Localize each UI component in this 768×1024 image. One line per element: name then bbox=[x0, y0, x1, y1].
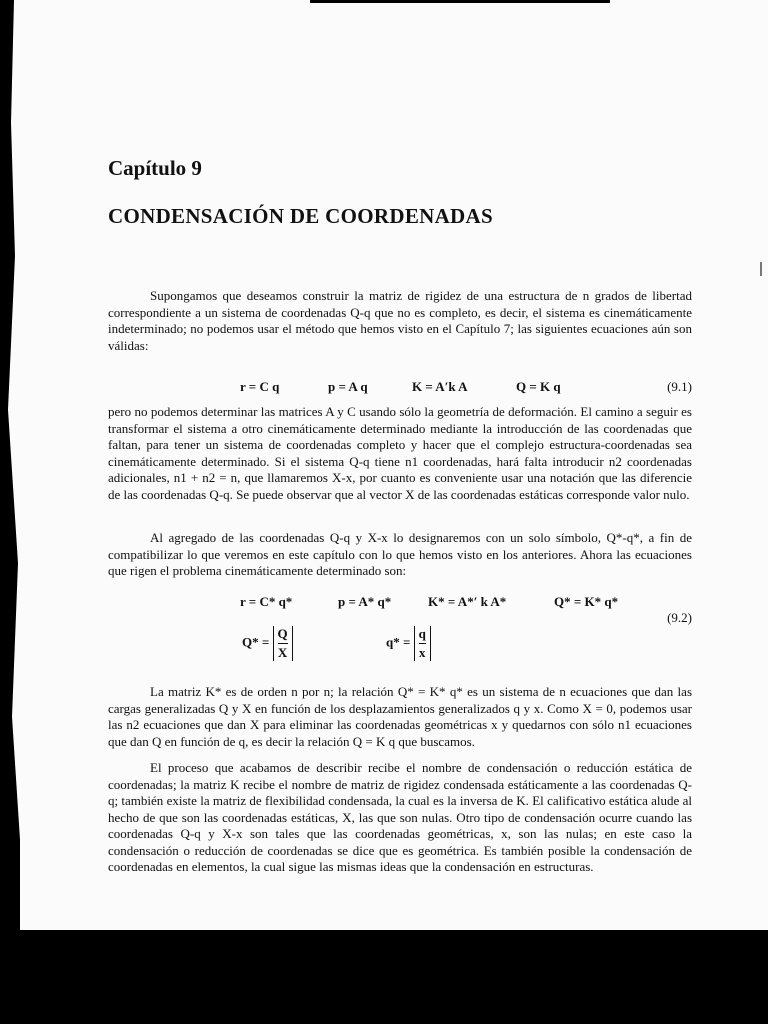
equation-k-akA: K = A′k A bbox=[412, 379, 468, 394]
equation-9-1 bbox=[108, 379, 692, 399]
matrix-qstar-bottom: X bbox=[277, 645, 288, 660]
matrix-q-lower-star-bracket bbox=[414, 626, 431, 661]
matrix-divider bbox=[419, 643, 426, 644]
matrix-qstar-lhs: Q* = bbox=[242, 634, 270, 650]
matrix-q-lower-star-top: q bbox=[418, 626, 426, 641]
equation-p-aq: p = A q bbox=[328, 379, 368, 394]
scan-shadow-bottom bbox=[0, 930, 768, 1024]
chapter-label: Capítulo 9 bbox=[108, 156, 202, 180]
matrix-qstar-bracket bbox=[273, 626, 293, 661]
equation-kstar: K* = A*′ k A* bbox=[428, 594, 507, 609]
matrix-q-lower-star-bottom: x bbox=[419, 645, 426, 660]
equation-r-cstar: r = C* q* bbox=[240, 594, 293, 609]
paragraph-5: El proceso que acabamos de describir recibe el nombre de condensación o reducción estática de coordenadas; la matriz K recibe el nombre de matriz de rigidez condensada estáticamente a las coordenadas Q-q; también existe la matriz de flexibilidad condensada, la cual es la inversa de K. El calificativo estática alude al hecho de que son las coordenadas estáticas, X, las que son nulas. Otro tipo de condensación ocurre cuando las coordenadas Q-q y X-x son tales que las coordenadas geométricas, x, son las nulas; en este caso la condensación o reducción de coordenadas se dice que es geométrica. Es también posible la condensación de coordenadas en elementos, la cual sigue las mismas ideas que la condensación en estructuras. bbox=[108, 760, 692, 874]
paragraph-3: Al agregado de las coordenadas Q-q y X-x lo designaremos con un solo símbolo, Q*-q*, a fin de compatibilizar lo que veremos en este capítulo con lo que hemos visto en los anteriores. Ahora las ecuaciones que rigen el problema cinemáticamente determinado son: bbox=[108, 530, 692, 578]
equation-number: (9.1) bbox=[667, 379, 692, 394]
equation-q-kq: Q = K q bbox=[516, 379, 561, 394]
equation-p-astar: p = A* q* bbox=[338, 594, 392, 609]
equation-r-cq: r = C q bbox=[240, 379, 280, 394]
chapter-title: CONDENSACIÓN DE COORDENADAS bbox=[108, 204, 493, 228]
equation-qstar: Q* = K* q* bbox=[554, 594, 619, 609]
matrix-qstar-top: Q bbox=[277, 626, 288, 641]
matrix-qstar bbox=[242, 626, 293, 661]
equation-number: (9.2) bbox=[667, 610, 692, 625]
scan-mark-top bbox=[310, 0, 610, 3]
paragraph-2: pero no podemos determinar las matrices A y C usando sólo la geometría de deformación. El camino a seguir es transformar el sistema a otro cinemáticamente determinado mediante la introducción de las coordenadas que faltan, para tener un sistema de coordenadas completo y hacer que el complejo estructura-coordenadas sea cinemáticamente determinado. Si el sistema Q-q tiene n1 coordenadas, hará falta introducir n2 coordenadas adicionales, n1 + n2 = n, que llamaremos X-x, por cuanto es conveniente usar una notación que las diferencie de las coordenadas Q-q. Se puede observar que al vector X de las coordenadas estáticas corresponde valor nulo. bbox=[108, 404, 692, 502]
matrix-divider bbox=[278, 643, 288, 644]
matrix-q-lower-star bbox=[386, 626, 431, 661]
scan-mark-right bbox=[760, 262, 762, 276]
scan-shadow-left bbox=[0, 0, 20, 1024]
paragraph-1: Supongamos que deseamos construir la matriz de rigidez de una estructura de n grados de libertad correspondiente a un sistema de coordenadas Q-q que no es completo, es decir, el sistema es cinemáticamente indeterminado; no podemos usar el método que hemos visto en el Capítulo 7; las siguientes ecuaciones aún son válidas: bbox=[108, 288, 692, 353]
matrix-q-lower-star-lhs: q* = bbox=[386, 634, 411, 650]
paragraph-4: La matriz K* es de orden n por n; la relación Q* = K* q* es un sistema de n ecuaciones que dan las cargas generalizadas Q y X en función de los desplazamientos generalizados q y x. Como X = 0, podemos usar las n2 ecuaciones que dan X para eliminar las coordenadas geométricas x y quedarnos con sólo n1 ecuaciones que dan Q en función de q, es decir la relación Q = K q que buscamos. bbox=[108, 684, 692, 749]
